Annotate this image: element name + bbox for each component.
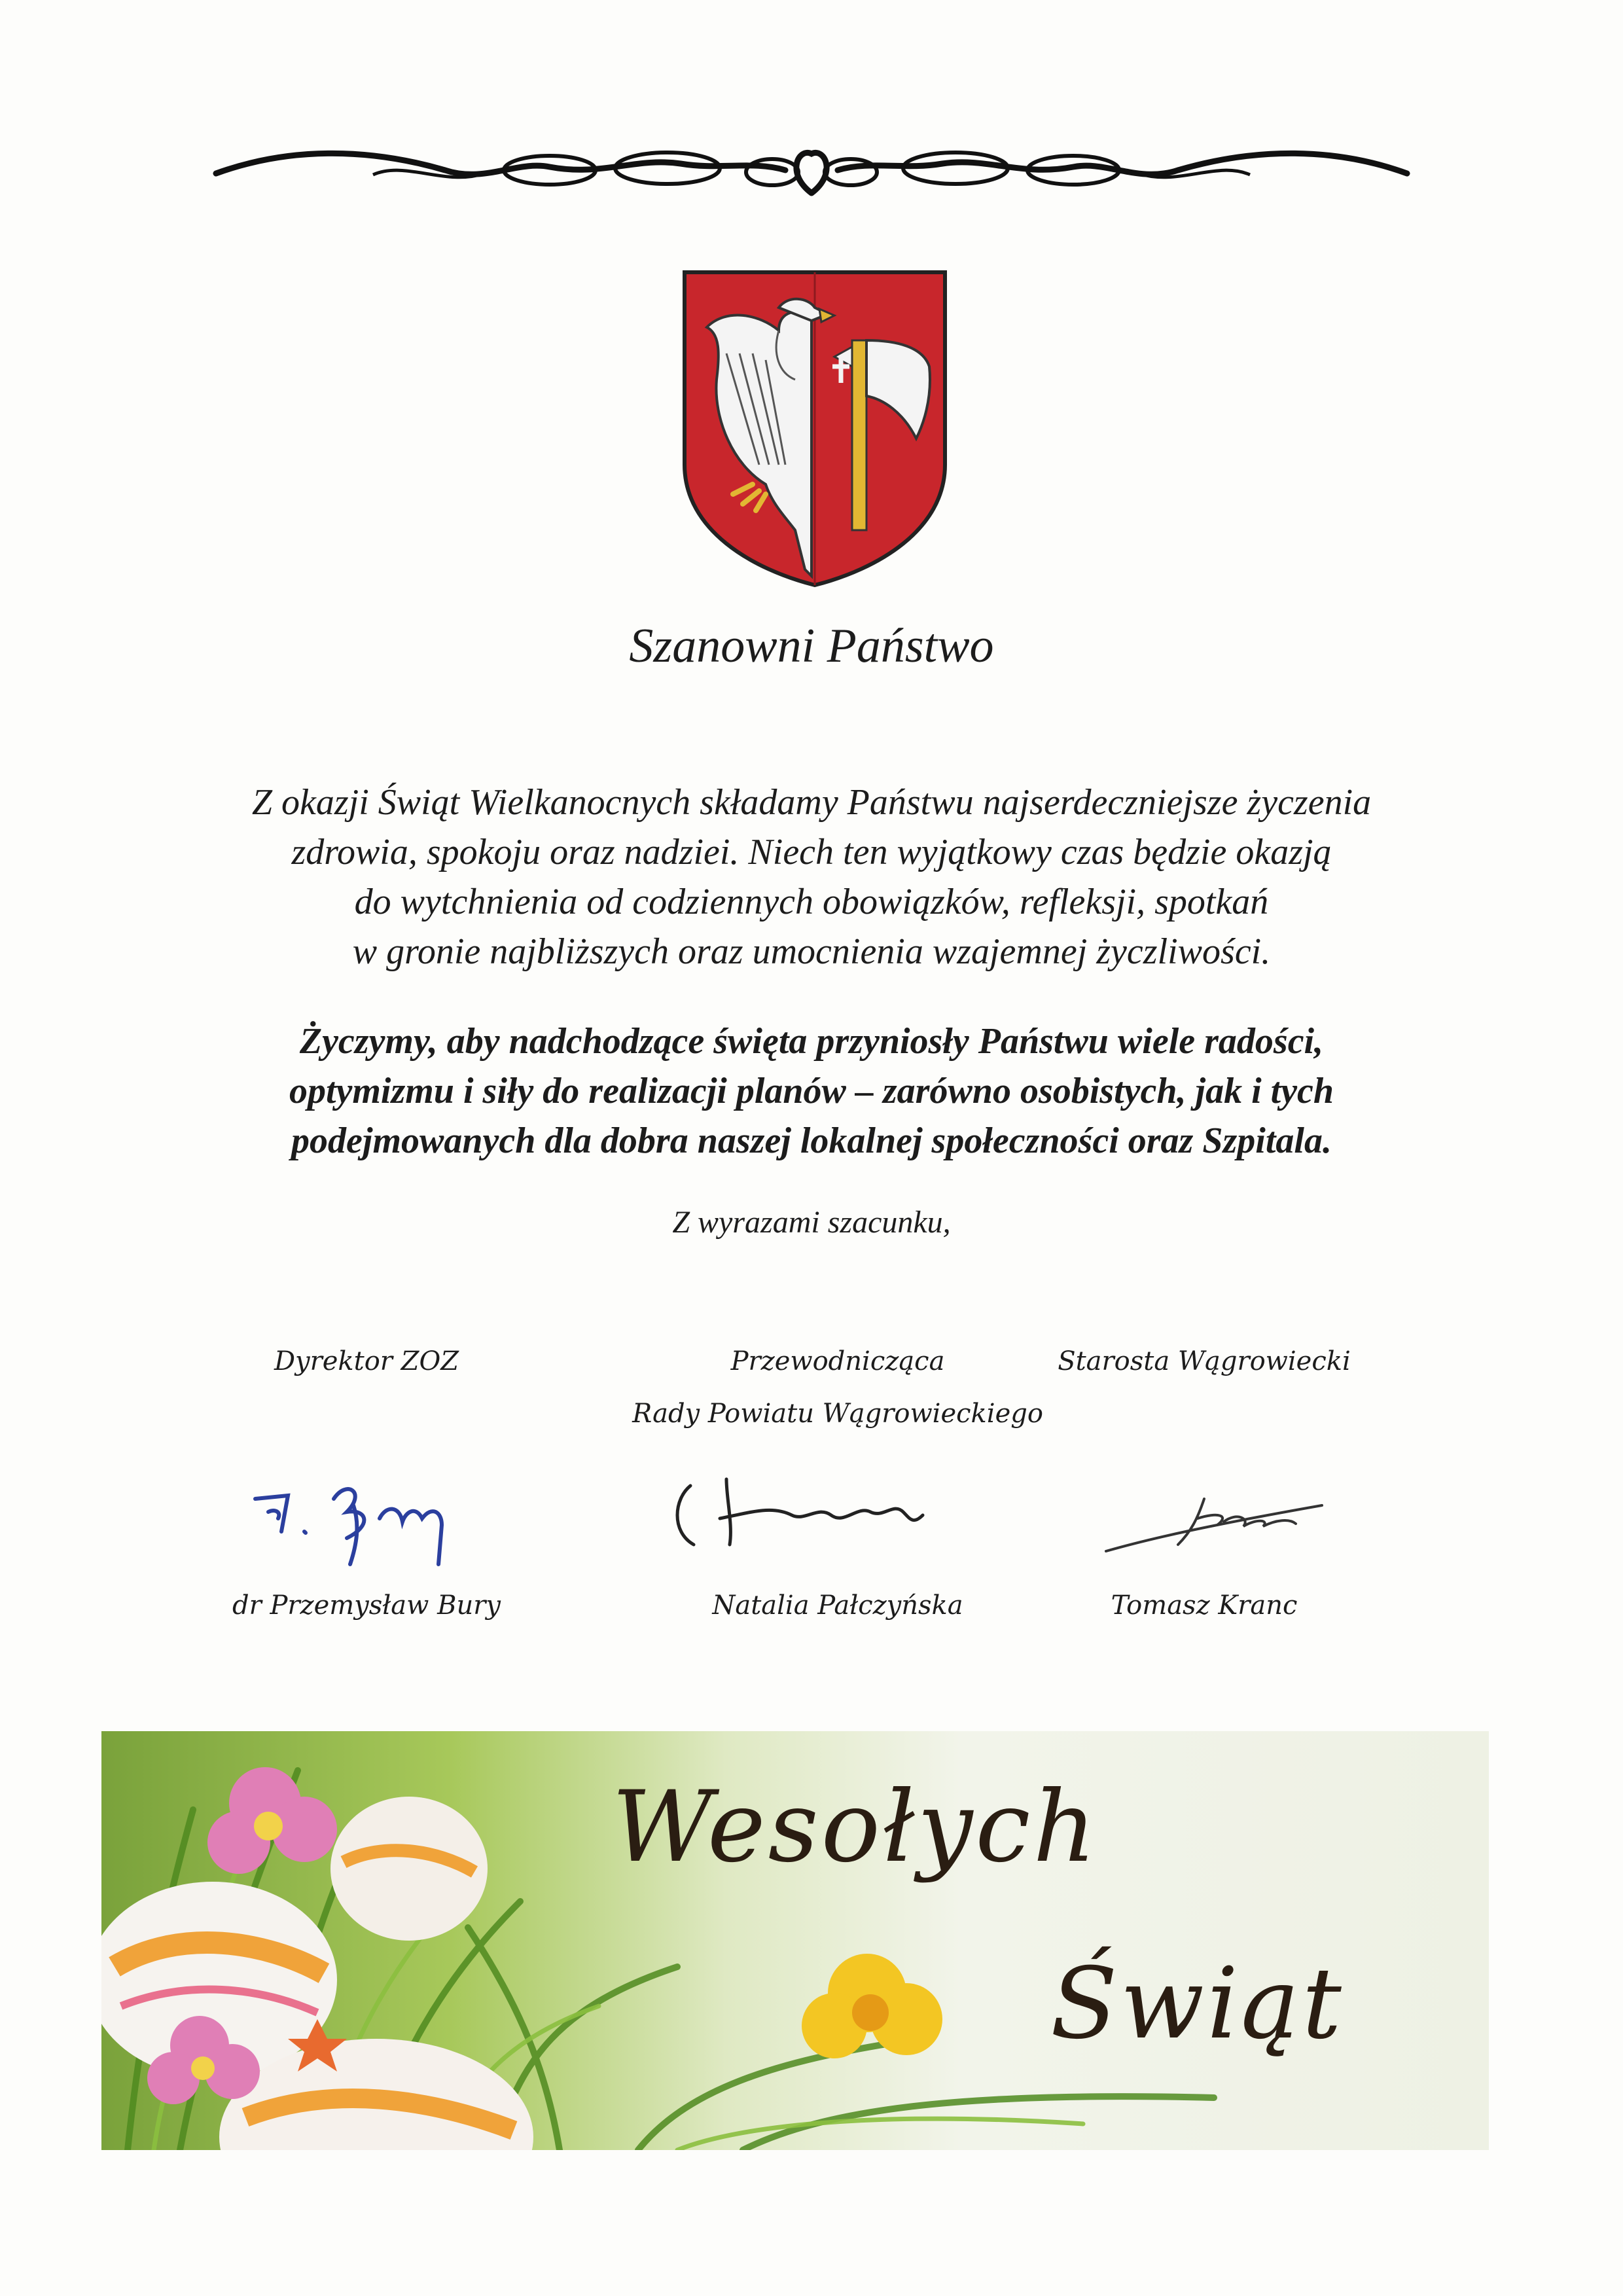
signature-starost-icon <box>1099 1473 1335 1564</box>
decorative-scroll-ornament-icon <box>209 134 1414 206</box>
signatory-name: Natalia Pałczyńska <box>712 1590 963 1621</box>
easter-banner <box>101 1731 1489 2150</box>
signatory-title: Starosta Wągrowiecki <box>1058 1346 1351 1376</box>
paragraph-line: w gronie najbliższych oraz umocnienia wzajemnej życzliwości. <box>352 931 1271 972</box>
wagrowiec-county-coat-of-arms-icon <box>681 268 949 589</box>
paragraph-line: optymizmu i siły do realizacji planów – zarówno osobistych, jak i tych <box>289 1071 1334 1111</box>
paragraph-line: Z okazji Świąt Wielkanocnych składamy Państwu najserdeczniejsze życzenia <box>251 782 1372 823</box>
banner-greeting-line1: Wesołych <box>612 1770 1099 1884</box>
signatory-council-chair <box>589 1335 1086 1440</box>
signatory-name: Tomasz Kranc <box>1111 1590 1298 1621</box>
signature-council-chair-icon <box>661 1466 936 1564</box>
paragraph-line: podejmowanych dla dobra naszej lokalnej społeczności oraz Szpitala. <box>291 1121 1332 1161</box>
signatory-title: Rady Powiatu Wągrowieckiego <box>632 1399 1043 1429</box>
signatory-starost-name <box>1021 1590 1387 1621</box>
signatory-director-name <box>209 1590 524 1621</box>
signature-director-icon <box>242 1460 504 1577</box>
wishes-paragraph-1 <box>98 778 1525 977</box>
signatory-title: Dyrektor ZOZ <box>274 1346 459 1376</box>
paragraph-line: zdrowia, spokoju oraz nadziei. Niech ten wyjątkowy czas będzie okazją <box>291 832 1332 872</box>
paragraph-line: do wytchnienia od codziennych obowiązków, refleksji, spotkań <box>354 882 1269 922</box>
signatory-title: Przewodnicząca <box>730 1346 945 1376</box>
wishes-paragraph-2 <box>98 1016 1525 1166</box>
banner-greeting-line2: Świąt <box>1050 1947 1344 2061</box>
closing-phrase: Z wyrazami szacunku, <box>672 1205 951 1240</box>
signatory-council-chair-name <box>589 1590 1086 1621</box>
paragraph-line: Życzymy, aby nadchodzące święta przyniosły Państwu wiele radości, <box>299 1021 1324 1062</box>
signatory-starost <box>1021 1335 1387 1388</box>
greeting-heading: Szanowni Państwo <box>629 619 994 673</box>
signatory-director <box>209 1335 524 1388</box>
signatory-name: dr Przemysław Bury <box>232 1590 501 1621</box>
